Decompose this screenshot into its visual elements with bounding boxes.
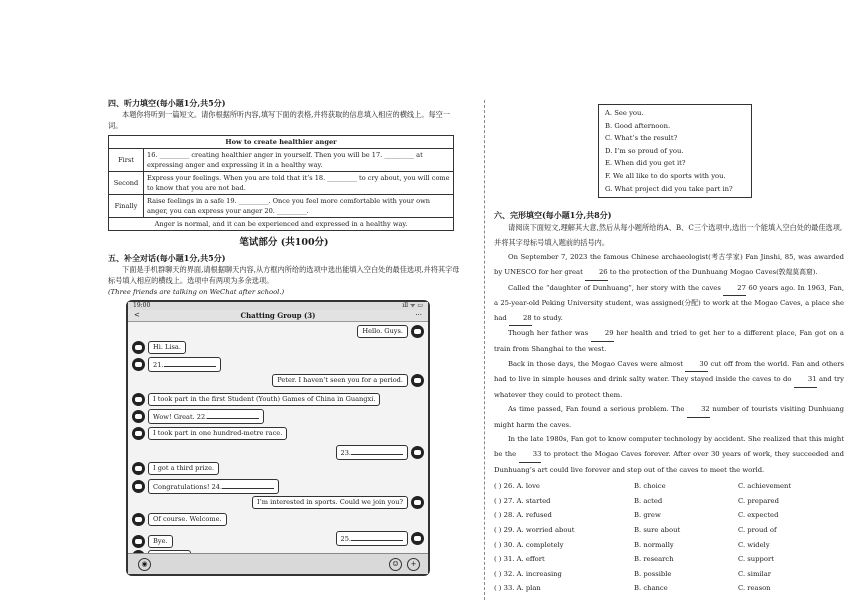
column-divider [484, 100, 485, 600]
cloze-choices [494, 479, 844, 596]
avatar-icon [411, 325, 424, 338]
choice-c: C. reason [738, 584, 771, 593]
chat-message [132, 462, 222, 475]
chat-message [132, 409, 267, 424]
chat-text: Wow! Great. 22. [153, 413, 208, 422]
dialogue-title: 五、补全对话(每小题1分,共5分) [108, 253, 226, 263]
choice-row [494, 552, 844, 567]
choice-b: B. normally [634, 540, 674, 549]
passage-paragraph [494, 432, 844, 477]
chat-text: I took part in the first Student (Youth) Games of China in Guangxi. [153, 394, 376, 403]
avatar-icon [132, 410, 145, 423]
choice-c: C. expected [738, 511, 779, 520]
chat-message [249, 496, 424, 509]
passage-text: Back in those days, the Mogao Caves were almost [508, 359, 686, 368]
chat-bubble [148, 427, 287, 440]
choice-b: B. choice [634, 482, 666, 491]
chat-text: 21. [153, 361, 164, 370]
back-icon[interactable]: < [134, 311, 140, 319]
choice-row [494, 538, 844, 553]
passage-text: to the protection of the Dunhuang Mogao Caves(敦煌莫高窟). [607, 267, 818, 276]
choice-c: C. achievement [738, 482, 792, 491]
cloze-blank[interactable]: 26 [585, 265, 608, 281]
choice-row [494, 567, 844, 582]
passage-text: 60 years ago. In 1963, Fan, a 25-year-old Peking University student, was assigned(分配) to work at the Mogao Caves, a place she had [494, 283, 844, 322]
passage-text: and try whatever they could to protect them. [494, 375, 844, 399]
chat-bubble [148, 357, 221, 372]
chat-messages [128, 323, 428, 553]
choice-row [494, 523, 844, 538]
passage-paragraph [494, 326, 844, 356]
row-head: First [109, 149, 144, 172]
passage-paragraph [494, 402, 844, 432]
signal-icon: ıll ᯤ ▭ [402, 302, 423, 309]
table-row [109, 172, 454, 195]
passage-text: In the late 1980s, Fan got to know computer technology by accident. She realized that this might be the [494, 435, 844, 459]
chat-message [132, 513, 230, 526]
table-footer: Anger is normal, and it can be experienced and expressed in a healthy way. [109, 218, 454, 231]
chat-bubble [148, 535, 173, 548]
chat-message [132, 357, 224, 372]
choice-b: B. possible [634, 569, 672, 578]
chat-text: I got a third prize. [153, 464, 215, 473]
more-icon[interactable]: ··· [415, 311, 422, 319]
choice-b: B. acted [634, 496, 663, 505]
choice-row [494, 494, 844, 509]
choice-b: B. sure about [634, 526, 681, 535]
choice-q[interactable]: ( ) 32. A. increasing [494, 569, 562, 578]
cloze-passage [494, 250, 844, 477]
dialogue-note: (Three friends are talking on WeChat after school.) [108, 288, 285, 296]
answer-blank[interactable] [207, 411, 259, 419]
choice-row [494, 479, 844, 494]
cloze-blank[interactable]: 29 [591, 326, 614, 342]
chat-bubble [148, 513, 227, 526]
chat-text: Hello. Guys. [362, 326, 403, 335]
passage-text: her health and tried to get her to a different place, Fan got on a train from Shanghai to the west. [494, 329, 844, 353]
avatar-icon [132, 358, 145, 371]
chat-input-bar [128, 553, 428, 574]
answer-blank[interactable] [351, 533, 403, 541]
option-item: C. What’s the result? [605, 134, 678, 143]
choice-q[interactable]: ( ) 27. A. started [494, 496, 551, 505]
chat-bubble [336, 445, 409, 460]
chat-text: Peter. I haven’t seen you for a period. [277, 375, 403, 384]
choice-c: C. support [738, 555, 774, 564]
chat-bubble [148, 479, 279, 494]
option-item: D. I’m so proud of you. [605, 146, 684, 155]
chat-message [132, 479, 282, 494]
row-text: Raise feelings in a safe 19. _________. Once you feel more comfortable with your own anger, you can express your anger 20. _________. [144, 195, 454, 218]
avatar-icon [132, 462, 145, 475]
chat-message [132, 535, 176, 548]
chat-text: I took part in one hundred-metre race. [153, 428, 283, 437]
chat-text: I’m interested in sports. Could we join you? [257, 498, 403, 507]
passage-paragraph [494, 281, 844, 327]
avatar-icon [132, 341, 145, 354]
choice-b: B. grew [634, 511, 661, 520]
passage-text: On September 7, 2023 the famous Chinese archaeologist(考古学家) Fan Jinshi, 85, was awarded by UNESCO for her great [494, 253, 844, 276]
chat-header [128, 310, 428, 322]
plus-icon[interactable]: + [407, 558, 420, 571]
chat-text: Bye. [153, 536, 168, 545]
avatar-icon [411, 446, 424, 459]
choice-q[interactable]: ( ) 29. A. worried about [494, 526, 575, 535]
cloze-blank[interactable]: 30 [685, 357, 708, 373]
avatar-icon [132, 535, 145, 548]
chat-message [132, 427, 290, 440]
choice-b: B. research [634, 555, 674, 564]
option-item: A. See you. [605, 109, 644, 117]
choice-c: C. prepared [738, 496, 779, 505]
chat-bubble [272, 374, 408, 387]
listening-title: 四、听力填空(每小题1分,共5分) [108, 98, 226, 108]
right-column [494, 104, 844, 596]
avatar-icon [132, 480, 145, 493]
answer-blank[interactable] [164, 359, 216, 367]
table-row [109, 195, 454, 218]
cloze-blank[interactable]: 33 [519, 447, 542, 463]
written-part-title: 笔试部分 (共100分) [239, 237, 329, 248]
chat-text: 23. [340, 448, 351, 457]
passage-paragraph [494, 250, 844, 280]
cloze-blank[interactable]: 27 [723, 281, 746, 297]
choice-q[interactable]: ( ) 30. A. completely [494, 540, 564, 549]
passage-text: As time passed, Fan found a serious problem. The [508, 405, 688, 414]
option-item: B. Good afternoon. [605, 121, 671, 130]
chat-message [354, 325, 424, 338]
left-column [108, 98, 460, 576]
dialogue-instruction: 下面是手机群聊天的界面,请根据聊天内容,从方框内所给的选项中选出能填入空白处的最佳选项,并将其字母标号填入相应的横线上。选项中有两项为多余选项。 [108, 265, 460, 285]
chat-message [333, 445, 425, 460]
choice-q[interactable]: ( ) 28. A. refused [494, 511, 552, 520]
avatar-icon [411, 496, 424, 509]
voice-icon[interactable]: ◉ [138, 558, 151, 571]
choice-q[interactable]: ( ) 31. A. effort [494, 555, 545, 564]
chat-message [132, 341, 189, 354]
chat-bubble [148, 393, 380, 406]
cloze-blank[interactable]: 28 [509, 311, 532, 327]
table-row [109, 149, 454, 172]
row-text: Express your feelings. When you are told that it’s 18. _________ to cry about, you will come to know that you are not bad. [144, 172, 454, 195]
passage-text: Though her father was [508, 329, 591, 338]
choice-c: C. widely [738, 540, 770, 549]
chat-bubble [148, 462, 219, 475]
cloze-instruction: 请阅读下面短文,理解其大意,然后从每小题所给的A、B、C三个选项中,选出一个能填入空白处的最佳选项,并将其字母标号填入题前的括号内。 [494, 223, 843, 247]
emoji-icon[interactable]: ☺ [389, 558, 402, 571]
chat-text: Congratulations! 24. [153, 482, 223, 491]
chat-title: Chatting Group (3) [240, 311, 316, 320]
cloze-blank[interactable]: 32 [687, 402, 710, 418]
chat-message [269, 374, 424, 387]
options-box [598, 104, 752, 198]
choice-q[interactable]: ( ) 26. A. love [494, 482, 540, 491]
row-text: 16. _________ creating healthier anger in yourself. Then you will be 17. _________ at expressing anger and expressing it in a healthy way. [144, 149, 454, 172]
passage-text: number of tourists visiting Dunhuang might harm the caves. [494, 405, 844, 429]
passage-text: Called the “daughter of Dunhuang”, her story with the caves [508, 283, 724, 292]
passage-paragraph [494, 357, 844, 403]
choice-row [494, 508, 844, 523]
choice-q[interactable]: ( ) 33. A. plan [494, 584, 541, 593]
listening-table [108, 135, 454, 231]
option-item: E. When did you get it? [605, 159, 686, 168]
choice-row [494, 581, 844, 596]
row-head: Second [109, 172, 144, 195]
passage-text: to study. [531, 313, 563, 322]
chat-bubble [357, 325, 408, 338]
chat-bubble [336, 531, 409, 546]
avatar-icon [411, 532, 424, 545]
option-item: G. What project did you take part in? [605, 184, 733, 193]
cloze-blank[interactable]: 31 [794, 372, 817, 388]
avatar-icon [132, 513, 145, 526]
option-item: F. We all like to do sports with you. [605, 171, 726, 180]
chat-message [333, 531, 425, 546]
chat-text: Hi. Lisa. [153, 342, 181, 351]
chat-text: Of course. Welcome. [153, 515, 222, 524]
row-head: Finally [109, 195, 144, 218]
chat-bubble [148, 409, 264, 424]
cloze-title: 六、完形填空(每小题1分,共8分) [494, 210, 612, 221]
chat-bubble [148, 341, 186, 354]
answer-blank[interactable] [351, 447, 403, 455]
avatar-icon [132, 393, 145, 406]
listening-instruction: 本题你将听到一篇短文。请你根据所听内容,填写下面的表格,并将获取的信息填入相应的横线上。每空一词。 [108, 110, 451, 130]
phone-time: 19:00 [133, 302, 151, 309]
avatar-icon [411, 374, 424, 387]
chat-message [132, 393, 383, 406]
phone-status-bar [128, 302, 428, 310]
table-caption: How to create healthier anger [109, 136, 454, 149]
passage-text: to protect the Mogao Caves forever. After over 30 years of work, they succeeded and Dunhuang’s art could live forever and step out of the caves to meet the world. [494, 450, 845, 474]
choice-c: C. similar [738, 569, 772, 578]
chat-text: 25. [340, 534, 351, 543]
choice-c: C. proud of [738, 526, 777, 535]
phone-chat-screen [126, 300, 430, 576]
choice-b: B. chance [634, 584, 668, 593]
passage-text: cut off from the world. Fan and others had to live in simple houses and drink salty water. They stayed inside the caves to do [494, 359, 845, 384]
chat-bubble [252, 496, 408, 509]
answer-blank[interactable] [222, 481, 274, 489]
avatar-icon [132, 427, 145, 440]
